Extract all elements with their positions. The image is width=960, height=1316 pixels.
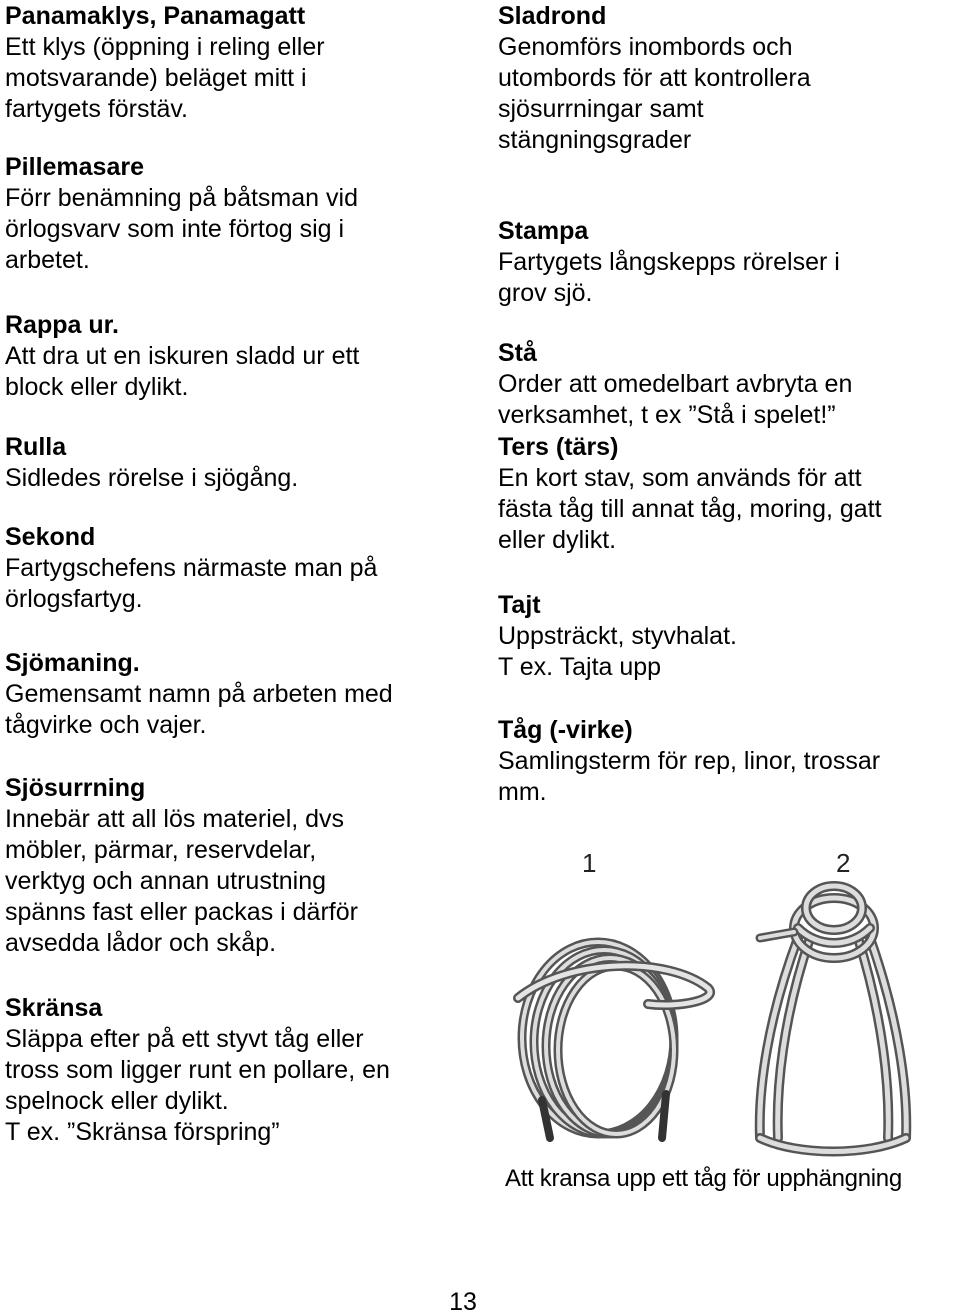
entry-term: Sladrond bbox=[498, 2, 607, 30]
entry-definition: Sidledes rörelse i sjögång. bbox=[5, 464, 299, 492]
entry-definition: Gemensamt namn på arbeten med tågvirke och vajer. bbox=[5, 680, 393, 739]
rope-coil-2-icon bbox=[760, 886, 906, 1152]
glossary-entry-skransa bbox=[5, 993, 470, 1148]
entry-definition: Förr benämning på båtsman vid örlogsvarv som inte förtog sig i arbetet. bbox=[5, 184, 358, 274]
entry-term: Sjömaning. bbox=[5, 649, 140, 677]
glossary-entry-pillemasare bbox=[5, 152, 470, 276]
entry-term: Sjösurrning bbox=[5, 774, 146, 802]
glossary-entry-sjomaning bbox=[5, 648, 470, 741]
entry-definition: Uppsträckt, styvhalat. T ex. Tajta upp bbox=[498, 622, 737, 681]
entry-term: Stampa bbox=[498, 217, 589, 245]
glossary-entry-tajt bbox=[498, 590, 960, 683]
page-number: 13 bbox=[449, 1288, 477, 1316]
glossary-entry-tag bbox=[498, 715, 960, 808]
entry-definition: En kort stav, som används för att fästa tåg till annat tåg, moring, gatt eller dylikt. bbox=[498, 464, 882, 554]
glossary-entry-stampa bbox=[498, 216, 960, 309]
entry-definition: Samlingsterm för rep, linor, trossar mm. bbox=[498, 747, 881, 806]
entry-definition: Ett klys (öppning i reling eller motsvarande) beläget mitt i fartygets förstäv. bbox=[5, 33, 325, 123]
rope-coiling-illustration bbox=[498, 838, 960, 1198]
entry-term: Sekond bbox=[5, 523, 96, 551]
entry-definition: Fartygschefens närmaste man på örlogsfartyg. bbox=[5, 554, 378, 613]
entry-definition: Fartygets långskepps rörelser i grov sjö. bbox=[498, 248, 840, 307]
entry-term: Stå bbox=[498, 339, 537, 367]
entry-term: Tajt bbox=[498, 591, 541, 619]
entry-definition: Att dra ut en iskuren sladd ur ett block eller dylikt. bbox=[5, 342, 360, 401]
step-label-1: 1 bbox=[582, 848, 597, 878]
entry-definition: Order att omedelbart avbryta en verksamhet, t ex ”Stå i spelet!” bbox=[498, 370, 853, 429]
glossary-entry-panamaklys bbox=[5, 1, 470, 125]
illustration-caption: Att kransa upp ett tåg för upphängning bbox=[505, 1165, 902, 1192]
glossary-entry-rulla bbox=[5, 432, 470, 494]
glossary-entry-sekond bbox=[5, 522, 470, 615]
glossary-entry-rappa-ur bbox=[5, 310, 470, 403]
entry-definition: Släppa efter på ett styvt tåg eller tross som ligger runt en pollare, en spelnock eller dylikt. T ex. ”Skränsa förspring” bbox=[5, 1025, 390, 1146]
entry-definition: Genomförs inombords och utombords för att kontrollera sjösurrningar samt stängningsgrader bbox=[498, 33, 811, 154]
entry-term: Ters (tärs) bbox=[498, 433, 619, 461]
entry-term: Pillemasare bbox=[5, 153, 144, 181]
entry-term: Rulla bbox=[5, 433, 67, 461]
glossary-entry-ters bbox=[498, 432, 960, 556]
step-label-2: 2 bbox=[836, 848, 851, 878]
entry-term: Skränsa bbox=[5, 994, 103, 1022]
entry-term: Panamaklys, Panamagatt bbox=[5, 2, 306, 30]
entry-term: Tåg (-virke) bbox=[498, 716, 633, 744]
glossary-entry-sladrond bbox=[498, 1, 960, 156]
rope-coil-1-icon bbox=[518, 942, 710, 1138]
glossary-entry-sjosurrning bbox=[5, 773, 470, 959]
entry-definition: Innebär att all lös materiel, dvs möbler, pärmar, reservdelar, verktyg och annan utrustning spänns fast eller packas i därför avsedda lådor och skåp. bbox=[5, 805, 358, 957]
entry-term: Rappa ur. bbox=[5, 311, 119, 339]
glossary-entry-sta bbox=[498, 338, 960, 431]
